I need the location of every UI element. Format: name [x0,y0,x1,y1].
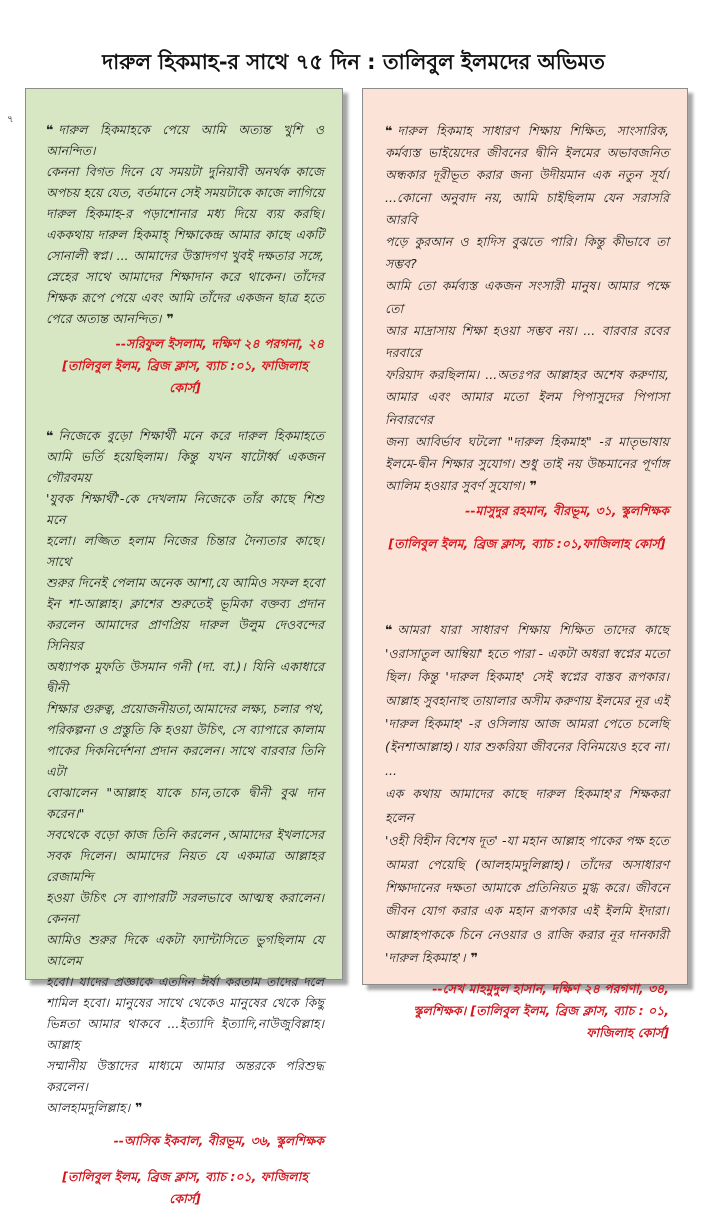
quote-line [46,929,324,971]
quote-line [46,287,324,308]
quote-line-text: 'দারুল হিকমাহ' -র ওসিলায় আজ আমরা পেতে চলেছি [385,716,669,732]
quote-line-text: পড়ে কুরআন ও হাদিস বুঝতে পারি। কিন্তু কীভাবে তা সম্ভব? [385,234,669,272]
quote-line-text: 'ওরাসাতুল আম্বিয়া' হতে পারা - একটা অধরা স্বপ্নের মতো [385,645,669,661]
quote-line-text: 'দারুল হিকমাহ'। [385,950,466,966]
quote-line [385,164,669,186]
quote-line [385,275,669,319]
quote-line-text: ইলমে-দ্বীন শিক্ষার সুযোগ। শুধু তাই নয় উচ্চমানের পূর্ণাঙ্গ [385,456,669,472]
quote-line [46,224,324,245]
quote-line-text: এককথায় দারুল হিকমাহ্ শিক্ষাকেন্দ্র আমার কাছে একটি [46,227,324,242]
quote-line-text: শামিল হবো। মানুষের সাথে থেকেও মানুষের থেকে কিছু [46,995,324,1010]
quote-line [46,824,324,845]
testimonial [46,119,324,399]
quote-line-text: আল্লাহ সুবহানাহু তায়ালার অসীম করুণায় ইলমের নূর এই [385,692,669,708]
quote-line [46,845,324,887]
quote-line-text: আমিও শুরুর দিকে একটা ফ্যান্টাসিতে ভুগছিলাম যে আলেম [46,932,324,968]
close-quote-icon: ❞ [166,311,174,326]
quote-line [385,618,669,641]
close-quote-icon: ❞ [470,950,478,966]
quote-line [385,431,669,453]
quote-line-text: ছিল। কিন্তু 'দারুল হিকমাহ' সেই স্বপ্নের বাস্তব রূপকার। [385,669,669,685]
right-testimonial-panel [362,88,688,1040]
quote-line-text: জীবন যোগ করার এক মহান রূপকার এই ইলমি ইদারা। [385,903,669,919]
left-testimonial-panel [25,88,343,1206]
quote-line [385,735,669,782]
quote-line-text: (ইনশাআল্লাহ)। যার শুকরিয়া জীবনের বিনিময়েও হবে না। ... [385,739,669,778]
quote-line-text: হবো। যাদের প্রজ্ঞাকে এতদিন ঈর্ষা করতাম তাদের দলে [46,974,324,989]
quote-line [46,698,324,719]
quote-line-text: দারুল হিকমাহ-র পড়াশোনার মধ্য দিয়ে ব্যয় করছি। [46,206,324,221]
testimonial-author: --মাসুদুর রহমান, বীরভূম, ৩১, স্কুলশিক্ষক [465,503,669,519]
quote-line [385,142,669,164]
quote-line-text: ভিন্নতা আমার থাকবে ...ইত্যাদি ইত্যাদি,নাউজুবিল্লাহ।আল্লাহ [46,1016,324,1052]
open-quote-icon: ❝ [46,428,54,443]
quote-line-text: করলেন আমাদের প্রাণপ্রিয় দারুল উলুম দেওবন্দের সিনিয়র [46,617,324,653]
quote-line-text: শিক্ষাদানের দক্ষতা আমাকে প্রতিনিয়ত মুগ্ধ করে। জীবনে [385,879,669,895]
quote-line [46,530,324,572]
quote-line-text: ইন শা-আল্লাহ। ক্লাশের শুরুতেই ভূমিকা বক্তব্য প্রদান [46,596,324,611]
quote-line-text: সবথেকে বড়ো কাজ তিনি করলেন ,আমাদের ইখলাসের [46,827,324,842]
quote-line-text: দারুল হিকমাহ সাধারণ শিক্ষায় শিক্ষিত, সাংসারিক, [397,123,669,138]
quote-line [385,386,669,430]
quote-line [46,782,324,824]
page-side-mark: ৭ [7,114,14,125]
testimonial [46,425,324,1210]
quote-line-text: 'ওহী বিহীন বিশেষ দূত' -যা মহান আল্লাহ পাকের পক্ষ হতে [385,833,669,849]
quote-line [46,1013,324,1055]
testimonial-author: --সরিফুল ইসলাম, দক্ষিণ ২৪ পরগনা, ২৪ [115,336,324,351]
testimonial-author: --আসিক ইকবাল, বীরভূম, ৩৬, স্কুলশিক্ষক [113,1133,324,1148]
quote-line [385,712,669,735]
quote-line-text: আমি ভর্তি হয়েছিলাম। কিন্তু যখন ষাটোর্ধ্ব একজন গৌরবময় [46,449,324,485]
quote-line-text: পাকের দিকনির্দেশনা প্রদান করলেন। সাথে বারবার তিনি এটা [46,743,324,779]
quote-line [385,899,669,922]
quote-line [385,642,669,665]
quote-line [46,719,324,740]
quote-line-text: দারুল হিকমাহকে পেয়ে আমি অত্যন্ত খুশি ও আনন্দিত। [46,122,324,158]
quote-line [46,1055,324,1097]
quote-line-text: পেরে অত্যন্ত আনন্দিত। [46,311,162,326]
quote-line-text: আমার এবং আমার মতো ইলম পিপাসুদের পিপাসা নিবারণের [385,389,669,427]
quote-line [385,231,669,275]
quote-line-text: কর্মব্যস্ত ভাইয়েদের জীবনের দ্বীনি ইলমের অভাবজনিত [385,145,669,161]
quote-line-text: জন্য আবির্ভাব ঘটলো "দারুল হিকমাহ" -র মাতৃভাষায় [385,433,669,449]
quote-line-text: আলিম হওয়ার সুবর্ণ সুযোগ। [385,478,525,494]
quote-line-text: আমি তো কর্মব্যস্ত একজন সংসারী মানুষ। আমার পক্ষে তো [385,278,669,316]
quote-line [385,187,669,231]
testimonial-quote [385,120,669,497]
quote-line-text: 'যুবক শিক্ষার্থী'-কে দেখলাম নিজেকে তাঁর কাছে শিশু মনে [46,491,324,527]
quote-line [385,475,669,497]
quote-line-text: শিক্ষার গুরুত্ব, প্রয়োজনীয়তা,আমাদের লক্ষ্য, চলার পথ, [46,701,324,716]
quote-line [385,829,669,852]
quote-line [385,853,669,876]
quote-line-text: সবক দিলেন। আমাদের নিয়ত যে একমাত্র আল্লাহর রেজামন্দি [46,848,324,884]
testimonial [385,618,669,1043]
open-quote-icon: ❝ [385,622,393,638]
close-quote-icon: ❞ [529,478,537,494]
quote-line [385,120,669,142]
quote-line-text: এক কথায় আমাদের কাছে দারুল হিকমাহ'র শিক্ষকরা হলেন [385,786,669,825]
quote-line [46,161,324,182]
quote-line-text: শিক্ষক রূপে পেয়ে এবং আমি তাঁদের একজন ছাত্র হতে [46,290,324,305]
quote-line-text: সম্মানীয় উস্তাদের মাধ্যমে আমার অন্তরকে পরিশুদ্ধ করলেন। [46,1058,324,1094]
quote-line-text: আমরা যারা সাধারণ শিক্ষায় শিক্ষিত তাদের কাছে [397,622,669,638]
quote-line-text: কেননা বিগত দিনে যে সময়টা দুনিয়াবী অনর্থক কাজে [46,164,324,179]
quote-line-text: হওয়া উচিৎ সে ব্যাপারটি সরলভাবে আত্মস্থ করালেন। কেননা [46,890,324,926]
quote-line [46,266,324,287]
quote-line-text: অন্ধকার দূরীভূত করার জন্য উদীয়মান এক নতুন সূর্য। [385,167,669,183]
quote-line [46,887,324,929]
page-title: দারুল হিকমাহ-র সাথে ৭৫ দিন : তালিবুল ইলমদের অভিমত [102,50,605,74]
testimonial [385,120,669,555]
quote-line [385,782,669,829]
quote-line [46,971,324,992]
quote-line-text: অধ্যাপক মুফতি উসমান গনী (দা. বা.)। যিনি একাধারে দ্বীনী [46,659,324,695]
quote-line [385,364,669,386]
quote-line [46,203,324,224]
quote-line [46,572,324,593]
quote-line-text: হলো। লজ্জিত হলাম নিজের চিন্তার দৈন্যতার কাছে। সাথে [46,533,324,569]
quote-line-text: আমরা পেয়েছি (আলহামদুলিল্লাহ)। তাঁদের অসাধারণ [385,856,669,872]
quote-line [46,119,324,161]
quote-line-text: আলহামদুলিল্লাহ। [46,1100,131,1115]
quote-line [385,923,669,946]
quote-line-text: বোঝালেন "আল্লাহ যাকে চান,তাকে দ্বীনী বুঝ দান করেন।" [46,785,324,821]
quote-line-text: আল্লাহপাককে চিনে নেওয়ার ও রাজি করার নূর দানকারী [385,926,669,942]
quote-line-text: শুরুর দিনেই পেলাম অনেক আশা,যে আমিও সফল হবো [46,575,324,590]
quote-line-text: পরিকল্পনা ও প্রস্তুতি কি হওয়া উচিৎ, সে ব্যাপারে কালাম [46,722,324,737]
quote-line [385,453,669,475]
testimonial-batch: [তালিবুল ইলম, ব্রিজ ক্লাস, ব্যাচ :০১, ফাজিলাহ কোর্স] [62,1169,308,1206]
quote-line [46,182,324,203]
quote-line-text: স্নেহের সাথে আমাদের শিক্ষাদান করে থাকেন। তাঁদের [46,269,324,284]
quote-line-text: অপচয় হয়ে যেত, বর্তমানে সেই সময়টাকে কাজে লাগিয়ে [46,185,324,200]
testimonial-quote [46,119,324,329]
quote-line [385,876,669,899]
quote-line [385,689,669,712]
quote-line [46,488,324,530]
quote-line [46,593,324,614]
quote-line [385,320,669,364]
testimonial-batch: [তালিবুল ইলম, ব্রিজ ক্লাস, ব্যাচ : ০১, ফাজিলাহ কোর্স] [470,1002,669,1040]
close-quote-icon: ❞ [135,1100,143,1115]
quote-line [46,245,324,266]
quote-line-text: ফরিয়াদ করছিলাম। ...অতঃপর আল্লাহর অশেষ করুণায়, [385,367,669,383]
quote-line-text: সোনালী স্বপ্ন। ... আমাদের উস্তাদগণ খুবই দক্ষতার সঙ্গে, [46,248,324,263]
quote-line [46,308,324,329]
testimonial-quote [46,425,324,1118]
open-quote-icon: ❝ [385,123,393,138]
quote-line [46,992,324,1013]
quote-line [46,1097,324,1118]
quote-line [385,665,669,688]
quote-line-text: আর মাদ্রাসায় শিক্ষা হওয়া সম্ভব নয়। ... বারবার রবের দরবারে [385,322,669,361]
open-quote-icon: ❝ [46,122,54,137]
testimonial-batch: [তালিবুল ইলম, ব্রিজ ক্লাস, ব্যাচ :০১,ফাজিলাহ কোর্স] [388,536,666,552]
testimonial-attribution [385,978,669,1044]
quote-line [385,946,669,969]
quote-line [46,740,324,782]
testimonial-batch: [তালিবুল ইলম, ব্রিজ ক্লাস, ব্যাচ :০১, ফাজিলাহ কোর্স] [62,358,308,395]
quote-line [46,425,324,446]
quote-line [46,446,324,488]
quote-line-text: নিজেকে বুড়ো শিক্ষার্থী মনে করে দারুল হিকমাহতে [58,428,324,443]
quote-line [46,614,324,656]
testimonial-quote [385,618,669,969]
testimonial-author: --সেখ মাহমুদুল হাসান, দক্ষিণ ২৪ পরগণা, ৩৪, স্কুলশিক্ষক। [413,980,669,1018]
quote-line [46,656,324,698]
quote-line-text: ...কোনো অনুবাদ নয়, আমি চাইছিলাম যেন সরাসরি আরবি [385,189,669,227]
